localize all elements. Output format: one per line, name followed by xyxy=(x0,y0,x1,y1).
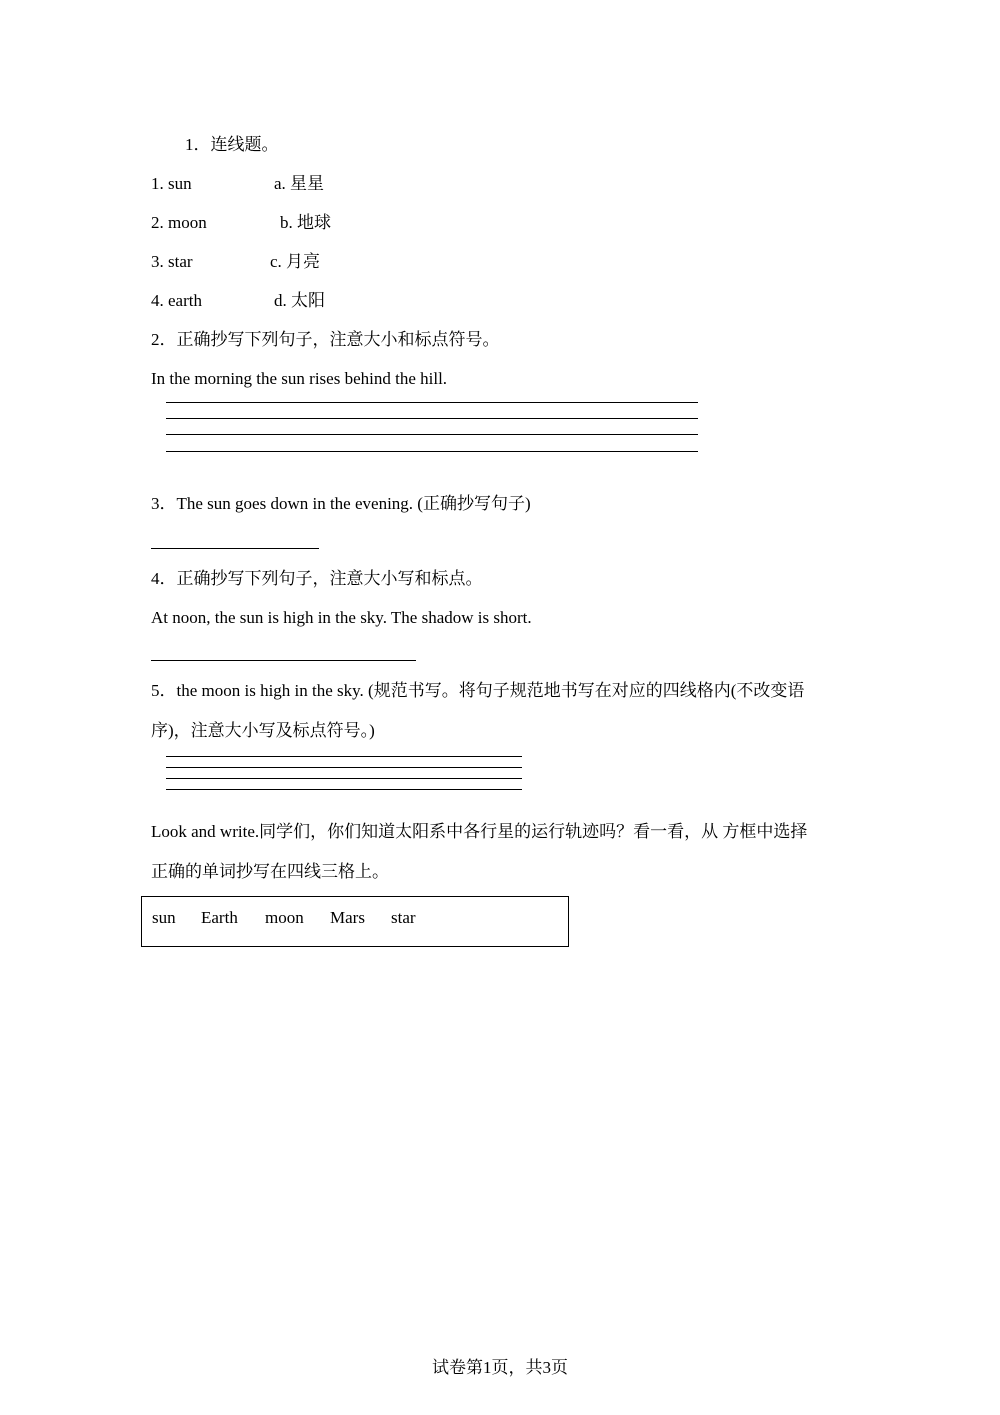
q6-line-1: Look and write.同学们，你们知道太阳系中各行星的运行轨迹吗？看一看，从 方框中选择 xyxy=(151,822,808,841)
q1-left-3: 3. star xyxy=(151,252,193,271)
q6-line-2: 正确的单词抄写在四线三格上。 xyxy=(151,862,389,881)
word-box xyxy=(141,896,569,947)
q1-left-1: 1. sun xyxy=(151,174,192,193)
q3-answer-line[interactable] xyxy=(151,548,319,549)
q2-writing-line-4 xyxy=(166,451,698,452)
word-mars: Mars xyxy=(330,908,365,927)
q4-title: 4．正确抄写下列句子，注意大小写和标点。 xyxy=(151,569,483,588)
q1-left-2: 2. moon xyxy=(151,213,207,232)
q3-title: 3．The sun goes down in the evening. (正确抄写句子) xyxy=(151,494,531,513)
q2-title: 2．正确抄写下列句子，注意大小和标点符号。 xyxy=(151,330,500,349)
q4-sentence: At noon, the sun is high in the sky. The shadow is short. xyxy=(151,608,532,627)
q5-grid-line-2 xyxy=(166,767,522,768)
word-star: star xyxy=(391,908,416,927)
q1-title: 1．连线题。 xyxy=(185,135,279,154)
q2-writing-line-1 xyxy=(166,402,698,403)
q5-grid-line-3 xyxy=(166,778,522,779)
q5-grid-line-1 xyxy=(166,756,522,757)
word-moon: moon xyxy=(265,908,304,927)
q5-grid-line-4 xyxy=(166,789,522,790)
q1-left-4: 4. earth xyxy=(151,291,202,310)
page-footer: 试卷第1页，共3页 xyxy=(432,1358,568,1377)
q5-line-1: 5．the moon is high in the sky. (规范书写。将句子规范地书写在对应的四线格内(不改变语 xyxy=(151,681,805,700)
q1-right-2: b. 地球 xyxy=(280,213,331,232)
q2-sentence: In the morning the sun rises behind the hill. xyxy=(151,369,448,388)
q5-line-2: 序)，注意大小写及标点符号。) xyxy=(151,721,375,740)
q1-right-4: d. 太阳 xyxy=(274,291,325,310)
q2-writing-line-3 xyxy=(166,434,698,435)
q4-answer-line[interactable] xyxy=(151,660,416,661)
q1-right-1: a. 星星 xyxy=(274,174,325,193)
word-earth: Earth xyxy=(201,908,238,927)
q1-right-3: c. 月亮 xyxy=(270,252,321,271)
q2-writing-line-2 xyxy=(166,418,698,419)
word-sun: sun xyxy=(152,908,176,927)
